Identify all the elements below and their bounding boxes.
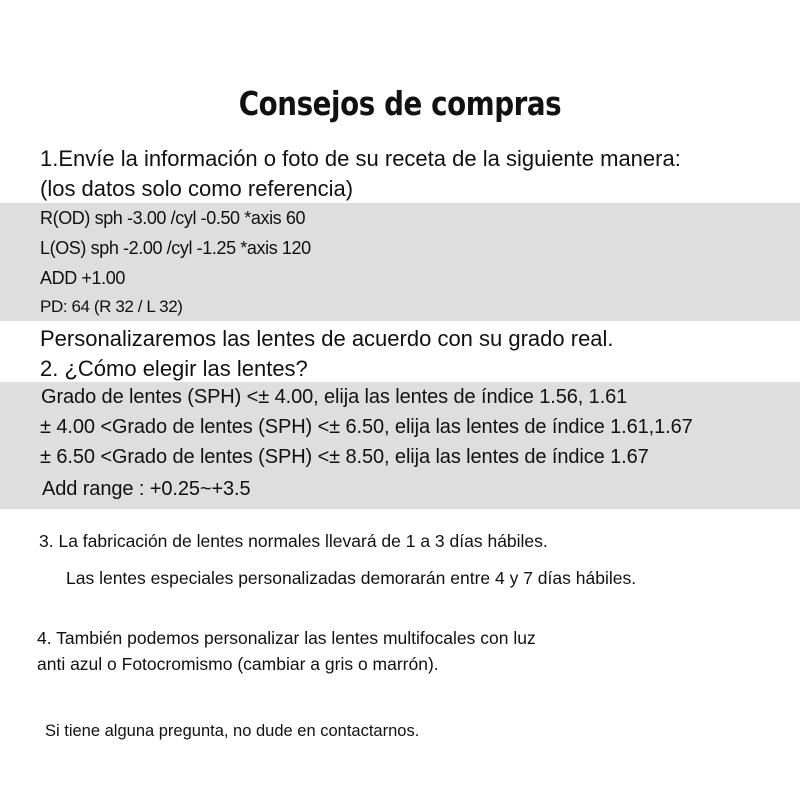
section-4-line-1: 4. También podemos personalizar las lentes multifocales con luz <box>37 628 536 648</box>
prescription-od: R(OD) sph -3.00 /cyl -0.50 *axis 60 <box>40 208 306 228</box>
section-1-line-1: 1.Envíe la información o foto de su receta de la siguiente manera: <box>40 146 681 171</box>
prescription-add: ADD +1.00 <box>40 268 125 288</box>
contact-note: Si tiene alguna pregunta, no dude en contactarnos. <box>45 722 420 740</box>
section-4-line-2: anti azul o Fotocromismo (cambiar a gris o marrón). <box>37 654 439 674</box>
grade-row-2: ± 4.00 <Grado de lentes (SPH) <± 6.50, elija las lentes de índice 1.61,1.67 <box>40 416 693 438</box>
grades-band <box>0 382 800 509</box>
personalize-text: Personalizaremos las lentes de acuerdo con su grado real. <box>40 326 614 351</box>
grade-row-1: Grado de lentes (SPH) <± 4.00, elija las lentes de índice 1.56, 1.61 <box>41 386 628 408</box>
prescription-pd: PD: 64 (R 32 / L 32) <box>40 297 183 316</box>
prescription-os: L(OS) sph -2.00 /cyl -1.25 *axis 120 <box>40 238 311 258</box>
page-title: Consejos de compras <box>238 84 562 123</box>
section-3-line-2: Las lentes especiales personalizadas demorarán entre 4 y 7 días hábiles. <box>66 568 637 588</box>
add-range: Add range : +0.25~+3.5 <box>42 478 251 500</box>
prescription-band <box>0 203 800 321</box>
section-3-line-1: 3. La fabricación de lentes normales llevará de 1 a 3 días hábiles. <box>39 531 548 551</box>
grade-row-3: ± 6.50 <Grado de lentes (SPH) <± 8.50, elija las lentes de índice 1.67 <box>40 446 649 468</box>
section-1-line-2: (los datos solo como referencia) <box>40 176 354 201</box>
section-2-heading: 2. ¿Cómo elegir las lentes? <box>40 356 308 381</box>
